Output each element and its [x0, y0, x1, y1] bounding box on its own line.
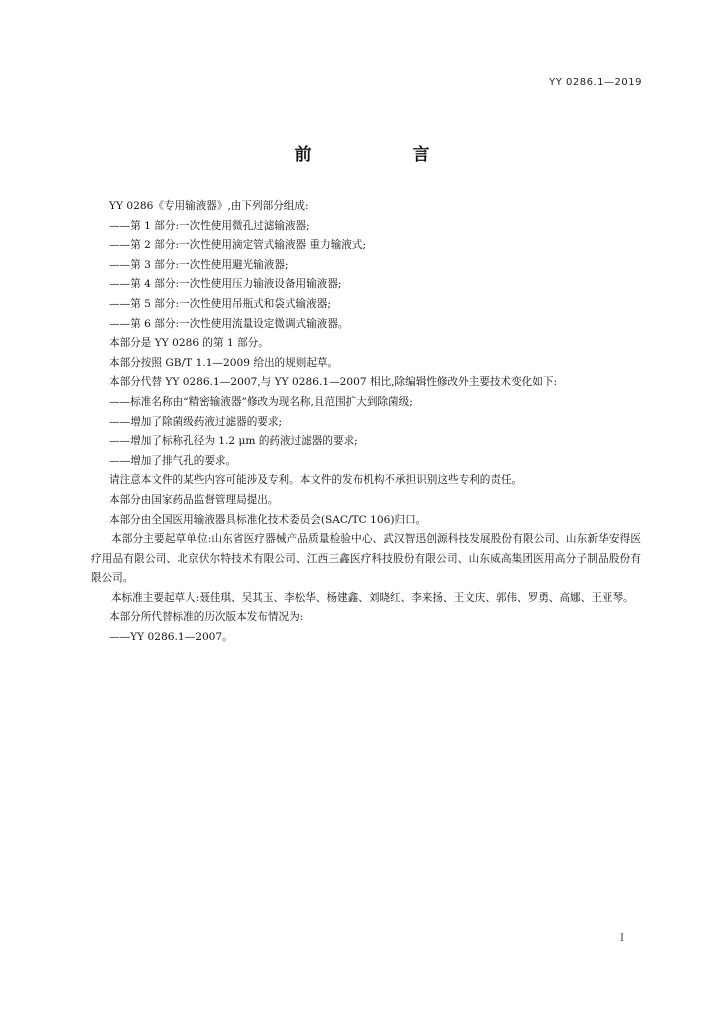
- list-item: ——标准名称由“精密输液器”修改为现名称,且范围扩大到除菌级;: [109, 395, 413, 408]
- paragraph: 本部分主要起草单位:山东省医疗器械产品质量检验中心、武汉智迅创源科技发展股份有限公司、山东新华安得医疗用品有限公司、北京伏尔特技术有限公司、江西三鑫医疗科技股份有限公司、山东威高集团医用高分子制品股份有限公司。: [91, 533, 641, 585]
- paragraph: 本标准主要起草人:聂佳琪、吴其玉、李松华、杨建鑫、刘晓红、李来扬、王文庆、郭伟、罗勇、高娜、王亚琴。: [111, 591, 634, 604]
- paragraph: 本部分所代替标准的历次版本发布情况为:: [109, 611, 304, 624]
- list-item: ——增加了排气孔的要求。: [109, 454, 237, 467]
- page-title: 前 言: [294, 145, 472, 165]
- list-item: ——第 3 部分:一次性使用避光输液器;: [109, 258, 289, 271]
- list-item: ——第 6 部分:一次性使用流量设定微调式输液器。: [109, 317, 349, 330]
- list-item: ——增加了标称孔径为 1.2 μm 的药液过滤器的要求;: [109, 435, 358, 448]
- list-item: ——第 1 部分:一次性使用微孔过滤输液器;: [109, 219, 310, 232]
- list-item: ——增加了除菌级药液过滤器的要求;: [109, 415, 283, 428]
- foreword-body: [91, 197, 641, 648]
- document-code: YY 0286.1—2019: [549, 77, 642, 88]
- paragraph: 本部分由国家药品监督管理局提出。: [109, 493, 279, 506]
- list-item: ——第 4 部分:一次性使用压力输液设备用输液器;: [109, 278, 342, 291]
- paragraph: 本部分代替 YY 0286.1—2007,与 YY 0286.1—2007 相比,除编辑性修改外主要技术变化如下:: [109, 376, 558, 389]
- paragraph: 本部分由全国医用输液器具标准化技术委员会(SAC/TC 106)归口。: [109, 513, 427, 526]
- paragraph: 本部分按照 GB/T 1.1—2009 给出的规则起草。: [109, 356, 339, 369]
- list-item: ——第 5 部分:一次性使用吊瓶式和袋式输液器;: [109, 297, 331, 310]
- list-item: ——YY 0286.1—2007。: [109, 631, 233, 644]
- paragraph: YY 0286《专用输液器》,由下列部分组成:: [109, 200, 309, 212]
- list-item: ——第 2 部分:一次性使用滴定管式输液器 重力输液式;: [109, 239, 367, 252]
- paragraph: 本部分是 YY 0286 的第 1 部分。: [109, 337, 269, 350]
- page-number: I: [620, 933, 624, 944]
- paragraph: 请注意本文件的某些内容可能涉及专利。本文件的发布机构不承担识别这些专利的责任。: [109, 474, 523, 487]
